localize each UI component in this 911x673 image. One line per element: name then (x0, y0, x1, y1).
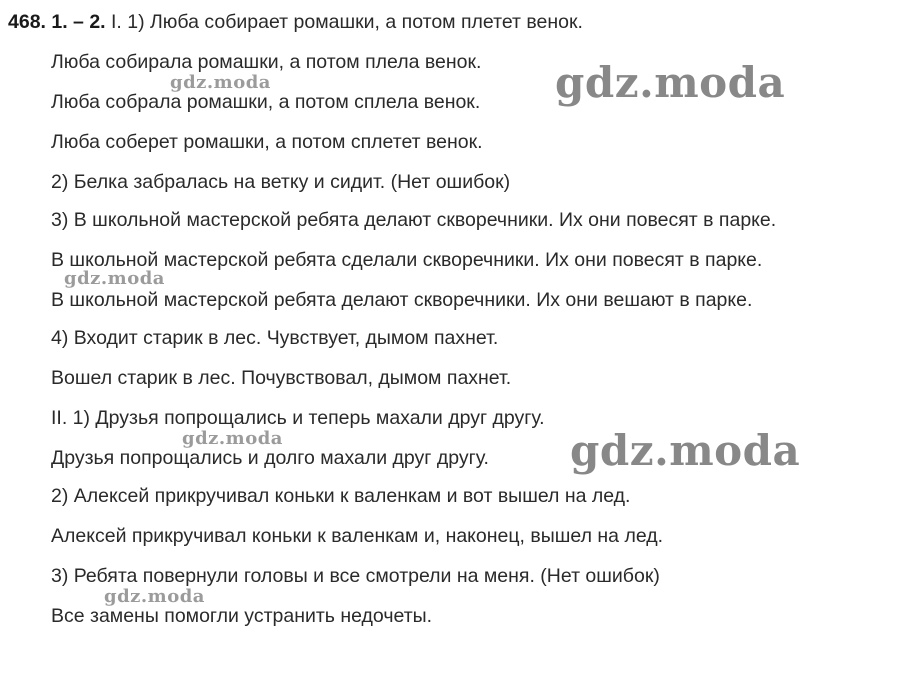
text-line-3: Люба соберет ромашки, а потом сплетет венок. (51, 131, 483, 153)
text-line-15: Все замены помогли устранить недочеты. (51, 605, 433, 627)
text-line-4: 2) Белка забралась на ветку и сидит. (Нет ошибок) (51, 171, 511, 193)
exercise-number: 468. 1. – 2. (8, 11, 106, 33)
text-line-8: 4) Входит старик в лес. Чувствует, дымом пахнет. (51, 327, 499, 349)
watermark-big: gdz.moda (555, 58, 786, 107)
text-line-6: В школьной мастерской ребята сделали скворечники. Их они повесят в парке. (51, 249, 763, 271)
watermark-small: gdz.moda (170, 72, 271, 93)
watermark-small: gdz.moda (104, 586, 205, 607)
text-line-5: 3) В школьной мастерской ребята делают скворечники. Их они повесят в парке. (51, 209, 777, 231)
watermark-small: gdz.moda (64, 268, 165, 289)
text-line-7: В школьной мастерской ребята делают скворечники. Их они вешают в парке. (51, 289, 753, 311)
exercise-header-line (8, 10, 583, 34)
text-line-2: Люба собрала ромашки, а потом сплела венок. (51, 91, 481, 113)
text-line-10: II. 1) Друзья попрощались и теперь махали друг другу. (51, 407, 545, 429)
text-line-12: 2) Алексей прикручивал коньки к валенкам и вот вышел на лед. (51, 485, 631, 507)
text-line-11: Друзья попрощались и долго махали друг другу. (51, 447, 489, 469)
watermark-big: gdz.moda (570, 426, 801, 475)
exercise-first-line: I. 1) Люба собирает ромашки, а потом плетет венок. (111, 11, 583, 33)
text-line-1: Люба собирала ромашки, а потом плела венок. (51, 51, 482, 73)
text-line-9: Вошел старик в лес. Почувствовал, дымом пахнет. (51, 367, 512, 389)
text-line-13: Алексей прикручивал коньки к валенкам и, наконец, вышел на лед. (51, 525, 664, 547)
watermark-small: gdz.moda (182, 428, 283, 449)
text-line-14: 3) Ребята повернули головы и все смотрели на меня. (Нет ошибок) (51, 565, 660, 587)
